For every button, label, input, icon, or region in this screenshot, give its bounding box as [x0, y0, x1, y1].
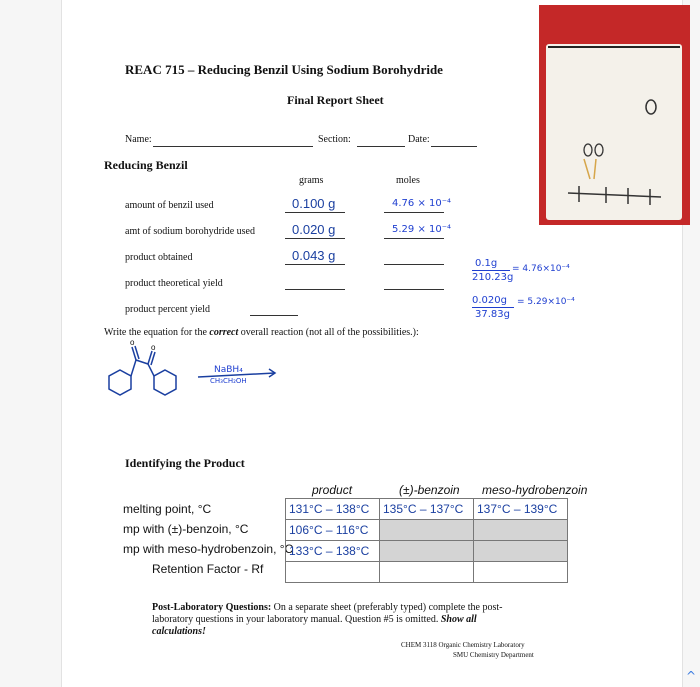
moles-underline — [384, 264, 444, 265]
note1-result: = 4.76×10⁻⁴ — [512, 264, 570, 274]
row-label: melting point, °C — [123, 502, 212, 516]
row-label: product obtained — [125, 252, 193, 263]
row-label: Retention Factor - Rf — [152, 562, 264, 576]
reagent-top: NaBH₄ — [214, 365, 243, 375]
col-header-hydrobenzoin: meso-hydrobenzoin — [482, 483, 588, 497]
table-cell[interactable]: 137°C – 139°C — [474, 499, 568, 520]
date-field[interactable] — [431, 146, 477, 147]
product-table — [285, 498, 568, 583]
post-lab-line1: Post-Laboratory Questions: On a separate sheet (preferably typed) complete the post- — [152, 602, 503, 613]
table-row — [286, 541, 568, 562]
spot — [646, 100, 656, 114]
note1-numerator: 0.1g — [475, 258, 498, 269]
reagent-bottom: CH₃CH₂OH — [210, 377, 247, 385]
bond — [131, 360, 136, 376]
oxygen-label: o — [130, 340, 135, 347]
name-field[interactable] — [153, 146, 313, 147]
grams-value[interactable]: 0.100 g — [292, 196, 336, 211]
spot — [584, 144, 592, 156]
equation-prompt: Write the equation for the correct overall reaction (not all of the possibilities.): — [104, 327, 419, 338]
section-heading-reducing: Reducing Benzil — [104, 158, 188, 172]
oxygen-label: o — [151, 343, 156, 352]
grams-underline — [285, 289, 345, 290]
grams-underline — [285, 264, 345, 265]
lane-streak — [594, 159, 596, 179]
table-cell-shaded — [380, 520, 474, 541]
post-lab-line3: calculations! — [152, 626, 206, 637]
bond — [136, 360, 148, 364]
row-label: mp with (±)-benzoin, °C — [123, 522, 249, 536]
note1-fraction-bar — [472, 270, 510, 271]
table-row — [286, 520, 568, 541]
tlc-marks — [546, 44, 682, 220]
note2-numerator: 0.020g — [472, 295, 507, 306]
table-cell[interactable] — [380, 562, 474, 583]
section-heading-identifying: Identifying the Product — [125, 456, 245, 470]
table-cell[interactable]: 106°C – 116°C — [286, 520, 380, 541]
col-moles: moles — [396, 175, 420, 186]
moles-underline — [384, 289, 444, 290]
row-label: product theoretical yield — [125, 278, 223, 289]
scroll-up-icon[interactable]: ^ — [685, 669, 696, 683]
grams-value[interactable]: 0.020 g — [292, 222, 336, 237]
lane-streak — [584, 159, 590, 179]
moles-underline — [384, 212, 444, 213]
page-title: REAC 715 – Reducing Benzil Using Sodium Borohydride — [125, 62, 443, 77]
table-cell-shaded — [380, 541, 474, 562]
note2-result: = 5.29×10⁻⁴ — [517, 297, 575, 307]
table-row — [286, 562, 568, 583]
note1-denominator: 210.23g — [472, 272, 514, 283]
bond — [148, 364, 154, 376]
baseline — [568, 193, 661, 197]
note2-denominator: 37.83g — [475, 309, 510, 320]
row-label: amount of benzil used — [125, 200, 214, 211]
row-label: mp with meso-hydrobenzoin, °C — [123, 542, 294, 556]
note2-fraction-bar — [472, 307, 514, 308]
section-label: Section: — [318, 134, 351, 145]
post-lab-line2: laboratory questions in your laboratory manual. Question #5 is omitted. Show all — [152, 614, 477, 625]
spot — [595, 144, 603, 156]
row-label: product percent yield — [125, 304, 210, 315]
name-label: Name: — [125, 134, 152, 145]
date-label: Date: — [408, 134, 430, 145]
table-cell-shaded — [474, 520, 568, 541]
moles-underline — [384, 238, 444, 239]
table-cell-shaded — [474, 541, 568, 562]
table-cell[interactable]: 135°C – 137°C — [380, 499, 474, 520]
report-sheet — [61, 0, 683, 687]
grams-underline — [285, 212, 345, 213]
row-label: amt of sodium borohydride used — [125, 226, 255, 237]
benzil-structure — [102, 340, 302, 410]
table-cell[interactable]: 133°C – 138°C — [286, 541, 380, 562]
col-header-product: product — [312, 483, 353, 497]
footer-line1: CHEM 3118 Organic Chemistry Laboratory — [401, 641, 525, 649]
benzene-ring-right — [154, 370, 176, 395]
footer-line2: SMU Chemistry Department — [453, 651, 534, 659]
col-grams: grams — [299, 175, 324, 186]
percent-underline — [250, 315, 298, 316]
moles-value[interactable]: 5.29 × 10⁻⁴ — [392, 224, 452, 235]
table-cell[interactable] — [286, 562, 380, 583]
moles-value[interactable]: 4.76 × 10⁻⁴ — [392, 198, 452, 209]
table-row — [286, 499, 568, 520]
page-subtitle: Final Report Sheet — [287, 93, 384, 107]
table-cell[interactable] — [474, 562, 568, 583]
table-cell[interactable]: 131°C – 138°C — [286, 499, 380, 520]
grams-value[interactable]: 0.043 g — [292, 248, 336, 263]
grams-underline — [285, 238, 345, 239]
benzene-ring-left — [109, 370, 131, 395]
col-header-benzoin: (±)-benzoin — [399, 483, 460, 497]
section-field[interactable] — [357, 146, 405, 147]
